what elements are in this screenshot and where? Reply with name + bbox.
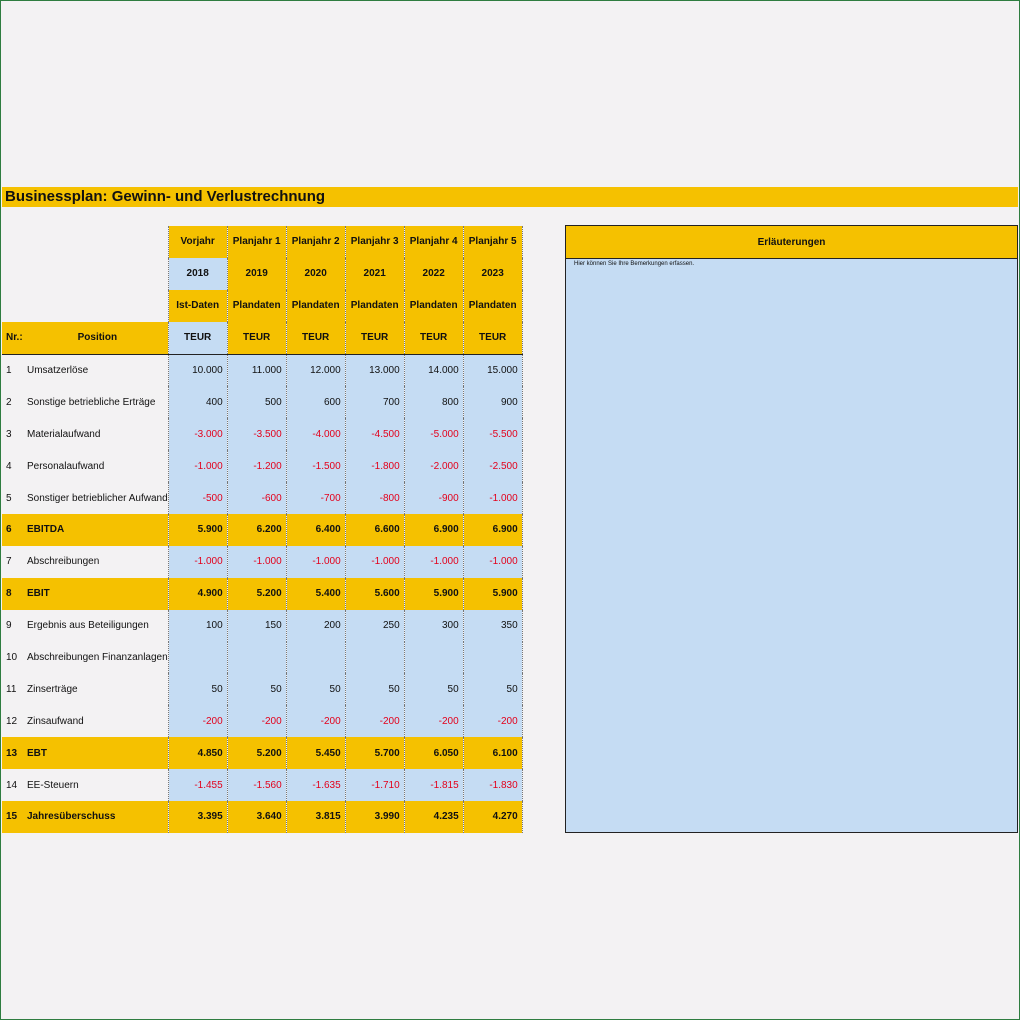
value-cell[interactable]: -1.000 <box>463 546 522 578</box>
value-cell[interactable]: -1.500 <box>286 450 345 482</box>
table-row <box>2 546 522 578</box>
empty-cell <box>2 226 27 258</box>
year-label-header: Vorjahr <box>168 226 227 258</box>
empty-cell <box>2 290 27 322</box>
value-cell[interactable]: 5.450 <box>286 737 345 769</box>
value-cell[interactable]: 3.815 <box>286 801 345 833</box>
year-unit-header: TEUR <box>404 322 463 354</box>
value-cell[interactable] <box>168 642 227 674</box>
value-cell[interactable]: -2.500 <box>463 450 522 482</box>
year-year-header: 2022 <box>404 258 463 290</box>
row-position-label: Umsatzerlöse <box>27 365 89 376</box>
table-row <box>2 386 522 418</box>
value-cell[interactable] <box>463 642 522 674</box>
value-cell[interactable]: 6.900 <box>463 514 522 546</box>
empty-cell <box>2 258 27 290</box>
row-number: 12 <box>6 715 18 727</box>
row-position-label: Personalaufwand <box>27 460 105 472</box>
value-cell[interactable]: -200 <box>168 705 227 737</box>
empty-cell <box>27 258 168 290</box>
value-cell[interactable]: -1.000 <box>168 546 227 578</box>
nr-header: Nr.: <box>2 322 27 354</box>
value-cell[interactable]: 50 <box>286 673 345 705</box>
row-position-label: Jahresüberschuss <box>27 801 168 833</box>
row-number: 8 <box>2 578 27 610</box>
year-unit-header: TEUR <box>227 322 286 354</box>
row-number: 6 <box>2 514 27 546</box>
notes-textarea[interactable]: Hier können Sie Ihre Bemerkungen erfassen. <box>574 261 695 267</box>
header-row-label <box>2 226 522 258</box>
year-label-header: Planjahr 1 <box>227 226 286 258</box>
value-cell[interactable]: -5.500 <box>463 418 522 450</box>
table-row <box>2 610 522 642</box>
row-position-label: EBT <box>27 737 168 769</box>
row-number: 7 <box>6 556 12 568</box>
table-row <box>2 354 522 386</box>
year-type-header: Plandaten <box>463 290 522 322</box>
table-row <box>2 482 522 514</box>
value-cell[interactable]: 5.900 <box>463 578 522 610</box>
value-cell[interactable]: 5.600 <box>345 578 404 610</box>
empty-cell <box>27 290 168 322</box>
value-cell[interactable]: -4.500 <box>345 418 404 450</box>
row-number: 3 <box>6 428 12 440</box>
value-cell[interactable]: 150 <box>227 610 286 642</box>
value-cell[interactable]: 10.000 <box>168 354 227 386</box>
year-year-header: 2019 <box>227 258 286 290</box>
value-cell[interactable]: 50 <box>463 673 522 705</box>
value-cell[interactable]: 900 <box>463 386 522 418</box>
value-cell[interactable]: 4.850 <box>168 737 227 769</box>
value-cell[interactable]: 4.270 <box>463 801 522 833</box>
year-unit-header: TEUR <box>168 322 227 354</box>
row-number: 9 <box>6 620 12 632</box>
value-cell[interactable]: 300 <box>404 610 463 642</box>
row-number: 2 <box>6 396 12 408</box>
row-position-label: Zinserträge <box>27 683 78 695</box>
table-row <box>2 769 522 801</box>
value-cell[interactable]: -1.635 <box>286 769 345 801</box>
summary-row <box>2 578 522 610</box>
table-row <box>2 418 522 450</box>
year-label-header: Planjahr 3 <box>345 226 404 258</box>
header-row-type <box>2 290 522 322</box>
value-cell[interactable] <box>345 642 404 674</box>
value-cell[interactable]: 50 <box>345 673 404 705</box>
value-cell[interactable]: 4.900 <box>168 578 227 610</box>
value-cell[interactable]: 500 <box>227 386 286 418</box>
year-label-header: Planjahr 5 <box>463 226 522 258</box>
value-cell[interactable]: 100 <box>168 610 227 642</box>
row-position-label: Zinsaufwand <box>27 715 84 727</box>
value-cell[interactable]: -200 <box>463 705 522 737</box>
value-cell[interactable]: 250 <box>345 610 404 642</box>
value-cell[interactable]: -700 <box>286 482 345 514</box>
value-cell[interactable]: 600 <box>286 386 345 418</box>
year-type-header: Plandaten <box>227 290 286 322</box>
value-cell[interactable]: 5.700 <box>345 737 404 769</box>
header-row-unit <box>2 322 522 354</box>
value-cell[interactable]: 400 <box>168 386 227 418</box>
row-position-label: EE-Steuern <box>27 779 79 791</box>
summary-row <box>2 514 522 546</box>
value-cell[interactable]: -200 <box>404 705 463 737</box>
title-bar <box>2 187 1018 207</box>
value-cell[interactable]: 5.200 <box>227 737 286 769</box>
year-label-header: Planjahr 2 <box>286 226 345 258</box>
row-number: 5 <box>6 492 12 504</box>
row-position-label: Sonstiger betrieblicher Aufwand <box>27 492 168 504</box>
value-cell[interactable]: 6.600 <box>345 514 404 546</box>
value-cell[interactable]: -1.830 <box>463 769 522 801</box>
year-year-header: 2023 <box>463 258 522 290</box>
value-cell[interactable]: 3.640 <box>227 801 286 833</box>
value-cell[interactable]: 12.000 <box>286 354 345 386</box>
row-position-label: Abschreibungen <box>27 556 100 568</box>
value-cell[interactable]: -4.000 <box>286 418 345 450</box>
notes-title: Erläuterungen <box>566 226 1017 259</box>
summary-row <box>2 737 522 769</box>
value-cell[interactable]: 6.200 <box>227 514 286 546</box>
table-row <box>2 642 522 674</box>
value-cell[interactable]: -3.000 <box>168 418 227 450</box>
value-cell[interactable]: 50 <box>168 673 227 705</box>
value-cell[interactable]: -200 <box>345 705 404 737</box>
table-row <box>2 705 522 737</box>
table-row <box>2 673 522 705</box>
income-statement-table <box>2 226 523 833</box>
value-cell[interactable]: 11.000 <box>227 354 286 386</box>
notes-panel <box>565 225 1018 833</box>
value-cell[interactable]: -600 <box>227 482 286 514</box>
value-cell[interactable]: -1.000 <box>286 546 345 578</box>
value-cell[interactable]: -5.000 <box>404 418 463 450</box>
value-cell[interactable]: 50 <box>404 673 463 705</box>
value-cell[interactable]: 13.000 <box>345 354 404 386</box>
row-position-label: EBIT <box>27 578 168 610</box>
value-cell[interactable]: 6.100 <box>463 737 522 769</box>
row-number: 14 <box>6 779 18 791</box>
year-unit-header: TEUR <box>345 322 404 354</box>
value-cell[interactable]: 3.990 <box>345 801 404 833</box>
value-cell[interactable]: 50 <box>227 673 286 705</box>
row-position-label: Abschreibungen Finanzanlagen <box>27 652 168 664</box>
value-cell[interactable]: -500 <box>168 482 227 514</box>
value-cell[interactable]: 6.400 <box>286 514 345 546</box>
table-row <box>2 450 522 482</box>
value-cell[interactable] <box>404 642 463 674</box>
value-cell[interactable]: -1.815 <box>404 769 463 801</box>
value-cell[interactable]: -2.000 <box>404 450 463 482</box>
year-type-header: Plandaten <box>286 290 345 322</box>
row-number: 13 <box>2 737 27 769</box>
value-cell[interactable]: 700 <box>345 386 404 418</box>
value-cell[interactable]: 800 <box>404 386 463 418</box>
row-position-label: Materialaufwand <box>27 428 101 440</box>
value-cell[interactable]: -1.000 <box>463 482 522 514</box>
empty-cell <box>27 226 168 258</box>
summary-row <box>2 801 522 833</box>
year-label-header: Planjahr 4 <box>404 226 463 258</box>
value-cell[interactable]: 15.000 <box>463 354 522 386</box>
value-cell[interactable]: -1.000 <box>404 546 463 578</box>
year-type-header: Ist-Daten <box>168 290 227 322</box>
value-cell[interactable] <box>227 642 286 674</box>
year-year-header: 2018 <box>168 258 227 290</box>
value-cell[interactable]: -1.000 <box>227 546 286 578</box>
value-cell[interactable]: 6.050 <box>404 737 463 769</box>
year-year-header: 2021 <box>345 258 404 290</box>
value-cell[interactable]: 5.200 <box>227 578 286 610</box>
row-number: 1 <box>6 365 12 376</box>
value-cell[interactable]: 200 <box>286 610 345 642</box>
row-number: 4 <box>6 460 12 472</box>
year-unit-header: TEUR <box>463 322 522 354</box>
value-cell[interactable]: 5.900 <box>404 578 463 610</box>
value-cell[interactable]: 6.900 <box>404 514 463 546</box>
value-cell[interactable]: -800 <box>345 482 404 514</box>
value-cell[interactable]: 3.395 <box>168 801 227 833</box>
row-number: 11 <box>6 683 17 695</box>
value-cell[interactable]: -1.200 <box>227 450 286 482</box>
value-cell[interactable]: -3.500 <box>227 418 286 450</box>
year-unit-header: TEUR <box>286 322 345 354</box>
year-type-header: Plandaten <box>404 290 463 322</box>
year-type-header: Plandaten <box>345 290 404 322</box>
year-year-header: 2020 <box>286 258 345 290</box>
value-cell[interactable]: -200 <box>227 705 286 737</box>
value-cell[interactable]: 5.900 <box>168 514 227 546</box>
row-position-label: EBITDA <box>27 514 168 546</box>
value-cell[interactable] <box>286 642 345 674</box>
value-cell[interactable]: 350 <box>463 610 522 642</box>
row-position-label: Sonstige betriebliche Erträge <box>27 396 156 408</box>
value-cell[interactable]: 5.400 <box>286 578 345 610</box>
position-header: Position <box>27 322 168 354</box>
header-row-year <box>2 258 522 290</box>
value-cell[interactable]: -900 <box>404 482 463 514</box>
value-cell[interactable]: 14.000 <box>404 354 463 386</box>
value-cell[interactable]: -1.455 <box>168 769 227 801</box>
row-number: 10 <box>6 652 18 664</box>
value-cell[interactable]: -1.560 <box>227 769 286 801</box>
value-cell[interactable]: -1.000 <box>345 546 404 578</box>
row-position-label: Ergebnis aus Beteiligungen <box>27 620 149 632</box>
value-cell[interactable]: 4.235 <box>404 801 463 833</box>
page-title: Businessplan: Gewinn- und Verlustrechnung <box>5 188 326 205</box>
value-cell[interactable]: -1.800 <box>345 450 404 482</box>
value-cell[interactable]: -1.710 <box>345 769 404 801</box>
value-cell[interactable]: -1.000 <box>168 450 227 482</box>
value-cell[interactable]: -200 <box>286 705 345 737</box>
row-number: 15 <box>2 801 27 833</box>
